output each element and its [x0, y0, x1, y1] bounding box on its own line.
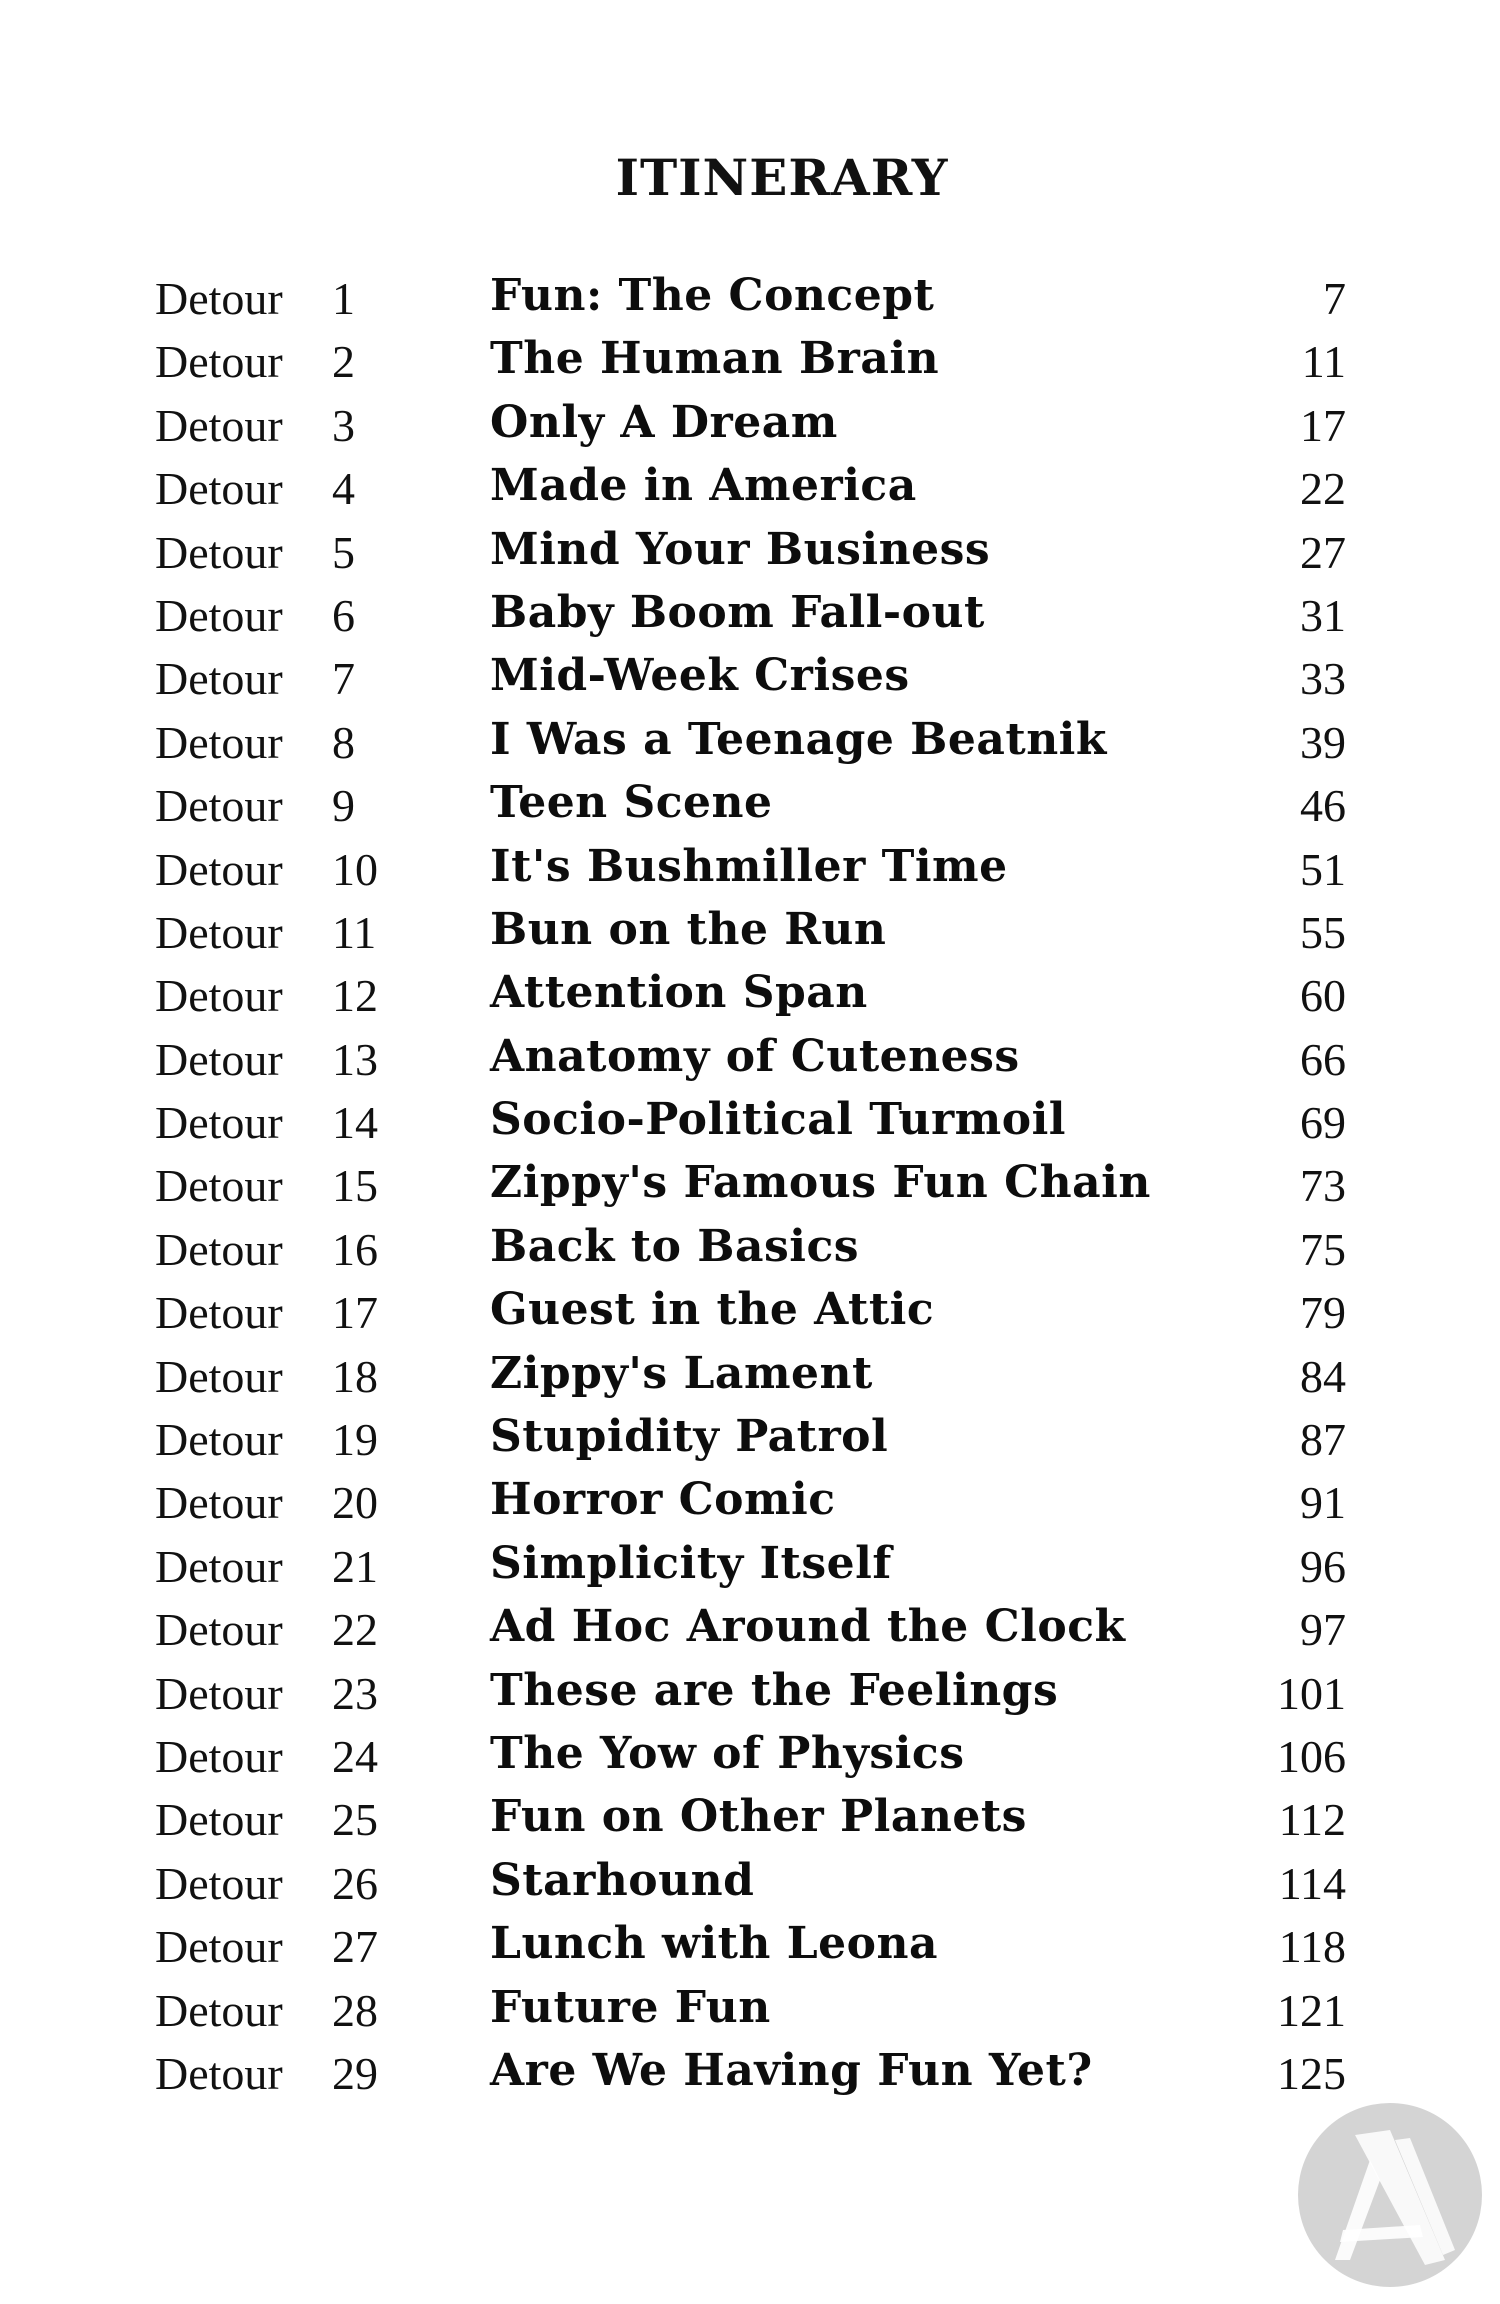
- detour-number: 6: [332, 589, 355, 641]
- detour-number: 20: [332, 1477, 378, 1529]
- detour-number: 9: [332, 780, 355, 832]
- detour-number: 25: [332, 1794, 378, 1846]
- toc-row: [0, 1346, 1500, 1409]
- detour-number: 12: [332, 970, 378, 1022]
- detour-label: Detour: [155, 1540, 283, 1592]
- toc-row: [0, 1472, 1500, 1535]
- detour-label: Detour: [155, 589, 283, 641]
- detour-label: Detour: [155, 1477, 283, 1529]
- chapter-title: Fun: The Concept: [490, 270, 935, 321]
- page-number: 84: [1300, 1350, 1346, 1402]
- detour-number: 18: [332, 1350, 378, 1402]
- detour-label: Detour: [155, 1984, 283, 2036]
- toc-row: [0, 1980, 1500, 2043]
- detour-number: 28: [332, 1984, 378, 2036]
- chapter-title: Teen Scene: [490, 777, 773, 829]
- chapter-title: Ad Hoc Around the Clock: [490, 1601, 1126, 1653]
- chapter-title: Guest in the Attic: [490, 1284, 935, 1336]
- detour-number: 21: [332, 1540, 378, 1592]
- page-number: 118: [1278, 1921, 1346, 1973]
- detour-label: Detour: [155, 2047, 283, 2099]
- chapter-title: Zippy's Lament: [490, 1347, 873, 1399]
- chapter-title: Socio-Political Turmoil: [490, 1094, 1067, 1146]
- detour-number: 16: [332, 1223, 378, 1275]
- detour-label: Detour: [155, 1921, 283, 1973]
- toc-row: [0, 2043, 1500, 2106]
- chapter-title: The Yow of Physics: [490, 1727, 965, 1779]
- detour-number: 22: [332, 1604, 378, 1656]
- detour-label: Detour: [155, 1857, 283, 1909]
- page-number: 46: [1300, 780, 1346, 832]
- toc-row: [0, 268, 1500, 331]
- page-title: ITINERARY: [615, 148, 949, 207]
- page-number: 55: [1300, 906, 1346, 958]
- page-number: 91: [1300, 1477, 1346, 1529]
- detour-number: 3: [332, 399, 355, 451]
- detour-label: Detour: [155, 1794, 283, 1846]
- chapter-title: Attention Span: [490, 967, 868, 1019]
- page-number: 27: [1300, 526, 1346, 578]
- chapter-title: Starhound: [490, 1854, 755, 1906]
- chapter-title: Bun on the Run: [490, 903, 887, 955]
- chapter-title: Stupidity Patrol: [490, 1411, 889, 1463]
- detour-number: 27: [332, 1921, 378, 1973]
- toc-row: [0, 1663, 1500, 1726]
- page-number: 101: [1277, 1667, 1346, 1719]
- page-number: 11: [1301, 336, 1346, 388]
- page-number: 22: [1300, 463, 1346, 515]
- toc-row: [0, 1599, 1500, 1662]
- chapter-title: Zippy's Famous Fun Chain: [490, 1157, 1151, 1209]
- chapter-title: Anatomy of Cuteness: [490, 1030, 1020, 1082]
- chapter-title: Only A Dream: [490, 396, 838, 448]
- page-number: 112: [1278, 1794, 1346, 1846]
- chapter-title: Are We Having Fun Yet?: [490, 2044, 1093, 2096]
- table-of-contents: [0, 268, 1500, 2106]
- detour-number: 13: [332, 1033, 378, 1085]
- toc-row: [0, 648, 1500, 711]
- page-number: 66: [1300, 1033, 1346, 1085]
- detour-label: Detour: [155, 1350, 283, 1402]
- chapter-title: Back to Basics: [490, 1220, 860, 1272]
- detour-number: 8: [332, 716, 355, 768]
- detour-label: Detour: [155, 1033, 283, 1085]
- page-number: 106: [1277, 1730, 1346, 1782]
- page-number: 73: [1300, 1160, 1346, 1212]
- detour-label: Detour: [155, 653, 283, 705]
- detour-number: 4: [332, 463, 355, 515]
- chapter-title: These are the Feelings: [490, 1664, 1059, 1716]
- detour-label: Detour: [155, 1097, 283, 1149]
- page-number: 96: [1300, 1540, 1346, 1592]
- toc-row: [0, 1789, 1500, 1852]
- page-number: 87: [1300, 1414, 1346, 1466]
- toc-row: [0, 1155, 1500, 1218]
- detour-label: Detour: [155, 1730, 283, 1782]
- detour-number: 11: [332, 906, 377, 958]
- toc-row: [0, 965, 1500, 1028]
- detour-number: 15: [332, 1160, 378, 1212]
- detour-number: 2: [332, 336, 355, 388]
- page-number: 79: [1300, 1287, 1346, 1339]
- detour-label: Detour: [155, 399, 283, 451]
- detour-label: Detour: [155, 1223, 283, 1275]
- toc-row: [0, 1916, 1500, 1979]
- toc-row: [0, 458, 1500, 521]
- chapter-title: Fun on Other Planets: [490, 1791, 1027, 1843]
- detour-number: 19: [332, 1414, 378, 1466]
- detour-number: 24: [332, 1730, 378, 1782]
- detour-label: Detour: [155, 1667, 283, 1719]
- detour-number: 1: [332, 273, 355, 324]
- toc-row: [0, 1536, 1500, 1599]
- detour-number: 23: [332, 1667, 378, 1719]
- page-number: 31: [1300, 589, 1346, 641]
- page-number: 39: [1300, 716, 1346, 768]
- chapter-title: Made in America: [490, 460, 917, 512]
- detour-label: Detour: [155, 716, 283, 768]
- detour-label: Detour: [155, 463, 283, 515]
- detour-label: Detour: [155, 970, 283, 1022]
- page-number: 51: [1300, 843, 1346, 895]
- chapter-title: Mid-Week Crises: [490, 650, 910, 702]
- detour-label: Detour: [155, 1414, 283, 1466]
- toc-row: [0, 522, 1500, 585]
- page-number: 17: [1300, 399, 1346, 451]
- detour-label: Detour: [155, 273, 283, 324]
- toc-row: [0, 1726, 1500, 1789]
- toc-row: [0, 585, 1500, 648]
- page-number: 125: [1277, 2047, 1346, 2099]
- chapter-title: Future Fun: [490, 1981, 771, 2033]
- page-number: 7: [1323, 273, 1346, 324]
- chapter-title: Mind Your Business: [490, 523, 991, 575]
- toc-row: [0, 1409, 1500, 1472]
- toc-row: [0, 902, 1500, 965]
- detour-number: 5: [332, 526, 355, 578]
- toc-row: [0, 839, 1500, 902]
- toc-row: [0, 1282, 1500, 1345]
- detour-number: 17: [332, 1287, 378, 1339]
- toc-row: [0, 1853, 1500, 1916]
- toc-row: [0, 331, 1500, 394]
- chapter-title: Simplicity Itself: [490, 1537, 892, 1589]
- chapter-title: Horror Comic: [490, 1474, 836, 1526]
- page-number: 75: [1300, 1223, 1346, 1275]
- chapter-title: Baby Boom Fall-out: [490, 586, 985, 638]
- detour-label: Detour: [155, 1287, 283, 1339]
- publisher-logo-icon: [1295, 2100, 1485, 2290]
- page-number: 69: [1300, 1097, 1346, 1149]
- page-number: 97: [1300, 1604, 1346, 1656]
- page-number: 33: [1300, 653, 1346, 705]
- page-number: 60: [1300, 970, 1346, 1022]
- chapter-title: The Human Brain: [490, 333, 940, 385]
- detour-label: Detour: [155, 1604, 283, 1656]
- toc-row: [0, 1092, 1500, 1155]
- toc-row: [0, 1029, 1500, 1092]
- detour-number: 26: [332, 1857, 378, 1909]
- detour-label: Detour: [155, 526, 283, 578]
- detour-label: Detour: [155, 906, 283, 958]
- chapter-title: It's Bushmiller Time: [490, 840, 1008, 892]
- detour-label: Detour: [155, 336, 283, 388]
- detour-label: Detour: [155, 780, 283, 832]
- toc-row: [0, 712, 1500, 775]
- page-number: 121: [1277, 1984, 1346, 2036]
- chapter-title: Lunch with Leona: [490, 1918, 939, 1970]
- detour-number: 10: [332, 843, 378, 895]
- toc-row: [0, 395, 1500, 458]
- chapter-title: I Was a Teenage Beatnik: [490, 713, 1107, 765]
- detour-number: 14: [332, 1097, 378, 1149]
- detour-label: Detour: [155, 843, 283, 895]
- page-number: 114: [1278, 1857, 1346, 1909]
- detour-label: Detour: [155, 1160, 283, 1212]
- toc-row: [0, 775, 1500, 838]
- toc-row: [0, 1219, 1500, 1282]
- detour-number: 29: [332, 2047, 378, 2099]
- detour-number: 7: [332, 653, 355, 705]
